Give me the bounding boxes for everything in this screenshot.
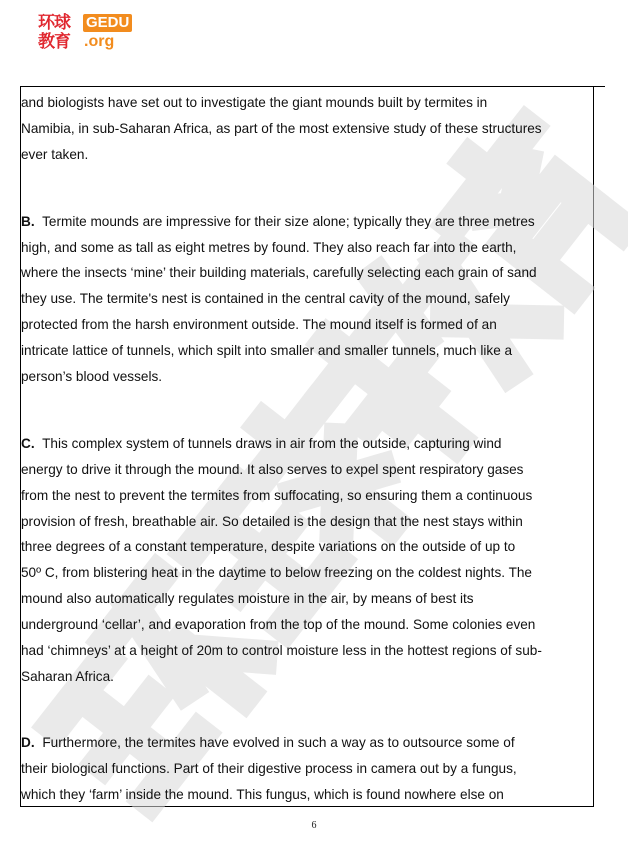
line-text: where the insects ‘mine’ their building materials, carefully selecting each grain of sand: [21, 265, 537, 281]
line-text: which they ‘farm’ inside the mound. This fungus, which is found nowhere else on: [21, 786, 504, 802]
passage-text: [21, 90, 595, 807]
paragraph-c-line: [21, 586, 595, 612]
logo-chinese-text: [38, 14, 82, 52]
logo-org: .org: [84, 33, 115, 50]
line-text: Saharan Africa.: [21, 668, 114, 684]
page-number: 6: [311, 820, 317, 831]
paragraph-a-line: [21, 142, 595, 168]
line-text: high, and some as tall as eight metres by found. They also reach far into the earth,: [21, 239, 517, 255]
line-text: Termite mounds are impressive for their size alone; typically they are three metres: [42, 213, 535, 229]
logo-cn-top: 环球: [38, 13, 70, 33]
paragraph-c-line: [21, 638, 595, 664]
paragraph-b-line: [21, 260, 595, 286]
line-text: had ‘chimneys’ at a height of 20m to control moisture less in the hottest regions of sub-: [21, 643, 542, 659]
paragraph-c-line: [21, 664, 595, 690]
line-text: their biological functions. Part of their digestive process in camera out by a fungus,: [21, 760, 517, 776]
line-text: Namibia, in sub-Saharan Africa, as part of the most extensive study of these structures: [21, 120, 542, 136]
paragraph-b-letter: B.: [21, 213, 35, 229]
paragraph-d-line: [21, 730, 595, 756]
line-text: mound also automatically regulates moisture in the air, by means of best its: [21, 591, 474, 607]
line-text: protected from the harsh environment outside. The mound itself is formed of an: [21, 317, 497, 333]
line-text: they use. The termite's nest is contained in the central cavity of the mound, safely: [21, 291, 510, 307]
gedu-logo: [38, 14, 138, 56]
paragraph-gap: [21, 168, 595, 209]
line-text: provision of fresh, breathable air. So detailed is the design that the nest stays within: [21, 513, 523, 529]
paragraph-b-line: [21, 286, 595, 312]
line-text: Furthermore, the termites have evolved in such a way as to outsource some of: [42, 734, 515, 750]
paragraph-a-line: [21, 116, 595, 142]
line-text: and biologists have set out to investigate the giant mounds built by termites in: [21, 95, 488, 110]
line-text: person’s blood vessels.: [21, 369, 163, 385]
paragraph-b-line: [21, 312, 595, 338]
paragraph-b-line: [21, 338, 595, 364]
paragraph-c-line: [21, 483, 595, 509]
paragraph-gap: [21, 390, 595, 431]
paragraph-c-line: [21, 457, 595, 483]
line-text: This complex system of tunnels draws in air from the outside, capturing wind: [42, 435, 502, 451]
paragraph-c-letter: C.: [21, 435, 35, 451]
paragraph-b-line: [21, 209, 595, 235]
paragraph-d-line: [21, 782, 595, 808]
line-text: energy to drive it through the mound. It also serves to expel spent respiratory gases: [21, 461, 524, 477]
paragraph-b-line: [21, 235, 595, 261]
paragraph-c-line: [21, 612, 595, 638]
line-text: intricate lattice of tunnels, which spilt into smaller and smaller tunnels, much like a: [21, 343, 513, 359]
line-text: 50º C, from blistering heat in the daytime to below freezing on the coldest nights. The: [21, 565, 532, 581]
paragraph-c-line: [21, 431, 595, 457]
paragraph-a-line: [21, 90, 595, 116]
line-text: underground ‘cellar’, and evaporation from the top of the mound. Some colonies even: [21, 617, 536, 633]
line-text: three degrees of a constant temperature, despite variations on the outside of up to: [21, 539, 516, 555]
paragraph-gap: [21, 690, 595, 730]
paragraph-c-line: [21, 534, 595, 560]
paragraph-d-line: [21, 756, 595, 782]
paragraph-c-line: [21, 509, 595, 535]
logo-brand: GEDU: [83, 14, 132, 32]
paragraph-b-line: [21, 364, 595, 390]
paragraph-c-line: [21, 560, 595, 586]
line-text: ever taken.: [21, 146, 89, 162]
line-text: from the nest to prevent the termites from suffocating, so ensuring them a continuous: [21, 487, 533, 503]
logo-cn-bottom: 教育: [38, 32, 70, 52]
paragraph-d-letter: D.: [21, 734, 35, 750]
